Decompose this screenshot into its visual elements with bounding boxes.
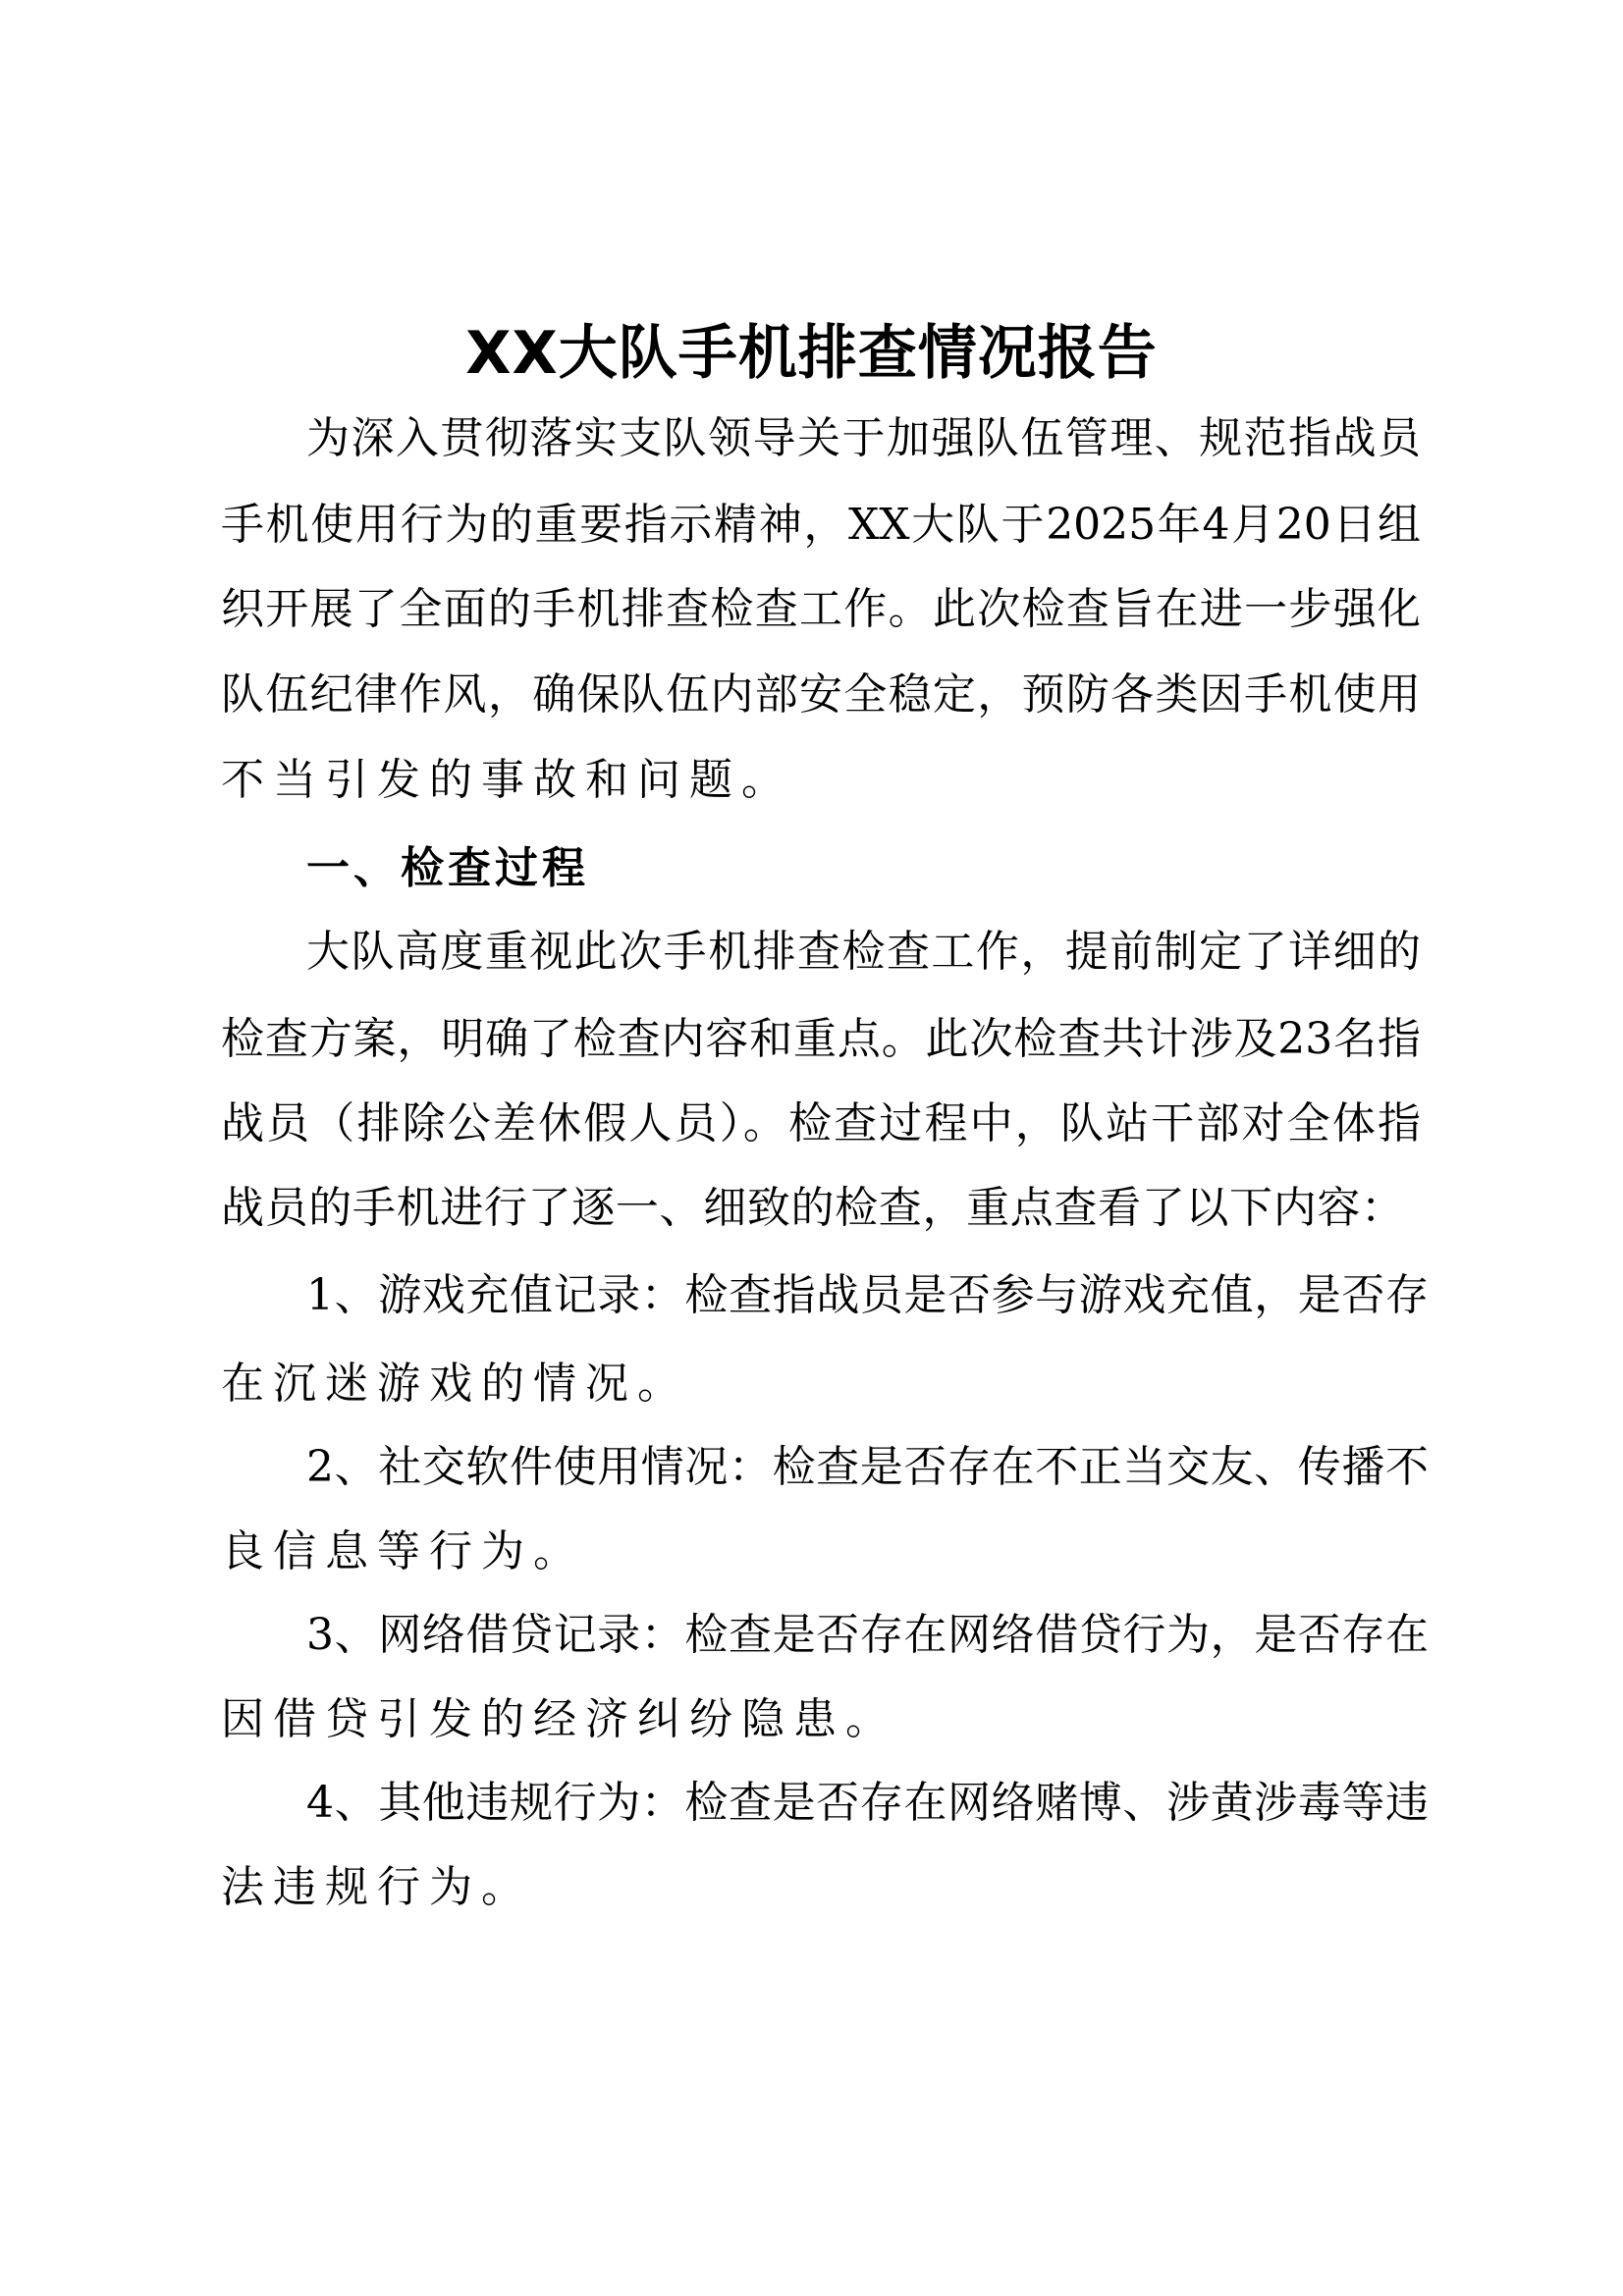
paragraph-line: 不当引发的事故和问题。	[221, 755, 793, 805]
section-heading: 一、检查过程	[306, 843, 589, 893]
list-item-line: 良信息等行为。	[221, 1526, 585, 1576]
list-item-line: 3、网络借贷记录：检查是否存在网络借贷行为，是否存在	[306, 1610, 1429, 1660]
paragraph-line: 织开展了全面的手机排查检查工作。此次检查旨在进一步强化	[221, 584, 1421, 634]
paragraph-line: 队伍纪律作风，确保队伍内部安全稳定，预防各类因手机使用	[221, 669, 1421, 720]
paragraph-line: 手机使用行为的重要指示精神，XX大队于2025年4月20日组	[221, 500, 1421, 550]
paragraph-line: 大队高度重视此次手机排查检查工作，提前制定了详细的	[306, 927, 1421, 977]
list-item-line: 4、其他违规行为：检查是否存在网络赌博、涉黄涉毒等违	[306, 1778, 1429, 1828]
paragraph-line: 检查方案，明确了检查内容和重点。此次检查共计涉及23名指	[221, 1014, 1421, 1064]
document-title: XX大队手机排查情况报告	[465, 319, 1158, 388]
list-item-line: 1、游戏充值记录：检查指战员是否参与游戏充值，是否存	[306, 1270, 1429, 1320]
list-item-line: 因借贷引发的经济纠纷隐患。	[221, 1694, 897, 1744]
paragraph-line: 战员（排除公差休假人员）。检查过程中，队站干部对全体指	[221, 1098, 1421, 1148]
list-item-line: 法违规行为。	[221, 1862, 533, 1912]
paragraph-line: 为深入贯彻落实支队领导关于加强队伍管理、规范指战员	[306, 413, 1421, 463]
list-item-line: 2、社交软件使用情况：检查是否存在不正当交友、传播不	[306, 1442, 1429, 1492]
list-item-line: 在沉迷游戏的情况。	[221, 1359, 689, 1409]
paragraph-line: 战员的手机进行了逐一、细致的检查，重点查看了以下内容：	[221, 1183, 1404, 1233]
